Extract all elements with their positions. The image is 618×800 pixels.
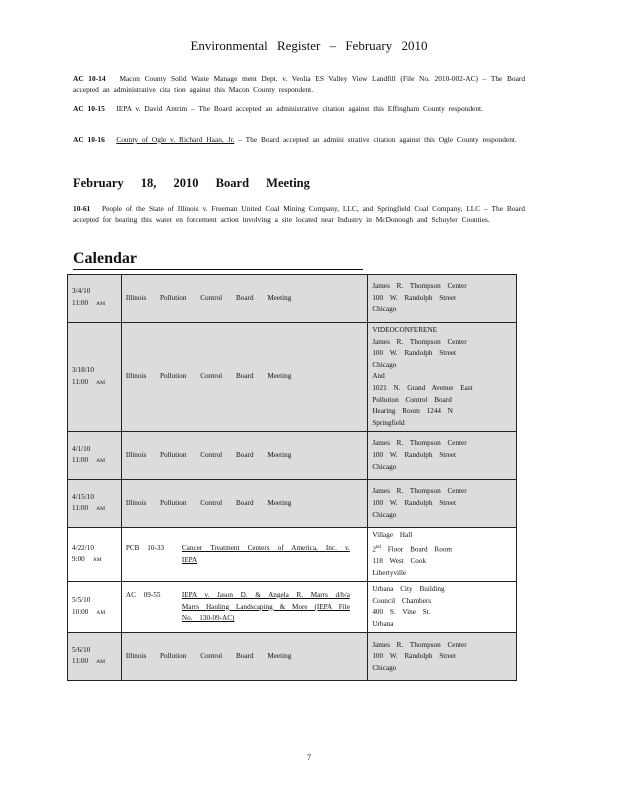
meeting-heading: February 18, 2010 Board Meeting [73,176,310,190]
calendar-case [121,582,367,633]
calendar-date: 5/6/10 11:00 AM [68,633,122,681]
entry-code: 10-61 [73,204,91,213]
calendar-date: 3/18/10 11:00 AM [68,323,122,432]
calendar-table [67,274,517,681]
entry-ac-10-15 [73,103,525,114]
calendar-event: Illinois Pollution Control Board Meeting [121,275,367,323]
calendar-location: Urbana City Building Council Chambers 400 S. Vine St. Urbana [368,582,517,633]
entry-text: IEPA v. David Antrim – The Board accepted an administrative citation against this Effingham County respondent. [116,104,483,113]
entry-case-title: County of Ogle v. Richard Haan, Jr. [116,135,235,144]
entry-ac-10-16 [73,134,525,145]
case-title: Cancer Treatment Centers of America, Inc. v. IEPA [181,544,350,564]
calendar-row [68,323,517,432]
calendar-location: James R. Thompson Center 100 W. Randolph Street Chicago [368,275,517,323]
calendar-location: James R. Thompson Center 100 W. Randolph Street Chicago [368,432,517,480]
calendar-location: Village Hall 2nd Floor Board Room 118 West Cook Libertyville [368,528,517,582]
calendar-date: 4/1/10 11:00 AM [68,432,122,480]
entry-text: People of the State of Illinois v. Freeman United Coal Mining Company, LLC, and Springfield Coal Company, LLC – The Board accepted for hearing this water en forcement action involving a site located near Industry in McDonough and Schuyler Counties. [73,204,525,225]
calendar-event: Illinois Pollution Control Board Meeting [121,323,367,432]
calendar-row [68,275,517,323]
calendar-row [68,528,517,582]
case-number: PCB 10-33 [125,544,165,553]
calendar-location: VIDEOCONFERENE James R. Thompson Center 100 W. Randolph Street Chicago And 1021 N. Grand Avenue East Pollution Control Board Hearing Room 1244 N Springfield [368,323,517,432]
entry-ac-10-14 [73,73,525,96]
entry-code: AC 10-15 [73,104,105,113]
meeting-entry [73,203,525,226]
calendar-date: 3/4/10 11:00 AM [68,275,122,323]
calendar-location: James R. Thompson Center 100 W. Randolph Street Chicago [368,480,517,528]
calendar-event: Illinois Pollution Control Board Meeting [121,432,367,480]
entry-text: Macon County Solid Waste Manage ment Dept. v. Veolia ES Valley View Landfill (File No. 2010-002-AC) – The Board accepted an administrative cita tion against this Macon County respondent. [73,74,526,95]
entry-code: AC 10-16 [73,135,105,144]
calendar-date: 4/15/10 11:00 AM [68,480,122,528]
calendar-case [121,528,367,582]
calendar-event: Illinois Pollution Control Board Meeting [121,480,367,528]
calendar-date: 5/5/10 10:00 AM [68,582,122,633]
calendar-row [68,582,517,633]
calendar-heading: Calendar [73,250,137,267]
entry-text: – The Board accepted an admini strative citation against this Ogle County respondent. [234,135,517,144]
calendar-row [68,432,517,480]
calendar-rule [73,269,363,270]
calendar-location: James R. Thompson Center 100 W. Randolph Street Chicago [368,633,517,681]
calendar-row [68,633,517,681]
case-number: AC 09-55 [125,590,161,599]
entry-code: AC 10-14 [73,74,106,83]
page-header: Environmental Register – February 2010 [190,38,428,53]
calendar-row [68,480,517,528]
case-title: IEPA v. Jason D. & Angela R. Marrs d/b/a Marrs Hauling Landscaping & More (IEPA File No. 130-09-AC) [181,590,350,623]
page-number: 7 [307,753,311,762]
calendar-date: 4/22/10 9:00 AM [68,528,122,582]
calendar-event: Illinois Pollution Control Board Meeting [121,633,367,681]
